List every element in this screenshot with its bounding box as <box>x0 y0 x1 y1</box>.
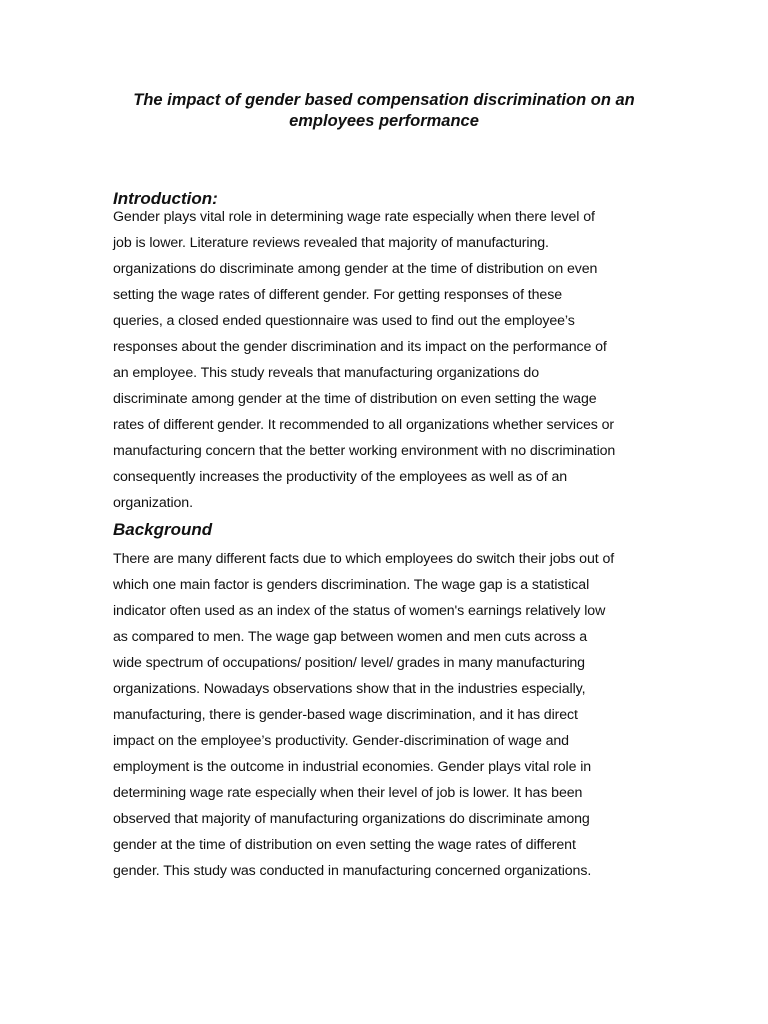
text-line: manufacturing concern that the better working environment with no discrimination <box>113 443 616 459</box>
text-line: queries, a closed ended questionnaire was used to find out the employee’s <box>113 313 575 329</box>
text-line: setting the wage rates of different gender. For getting responses of these <box>113 287 562 303</box>
text-line: responses about the gender discrimination and its impact on the performance of <box>113 339 607 355</box>
text-line: There are many different facts due to which employees do switch their jobs out of <box>113 551 615 567</box>
text-line: determining wage rate especially when their level of job is lower. It has been <box>113 785 583 801</box>
text-line: employment is the outcome in industrial economies. Gender plays vital role in <box>113 759 592 775</box>
text-line: gender at the time of distribution on even setting the wage rates of different <box>113 837 576 853</box>
text-line: job is lower. Literature reviews revealed that majority of manufacturing. <box>113 235 549 251</box>
background-heading: Background <box>113 520 213 539</box>
introduction-paragraph <box>113 204 673 516</box>
text-line: organizations. Nowadays observations show that in the industries especially, <box>113 681 586 697</box>
text-line: which one main factor is genders discrimination. The wage gap is a statistical <box>113 577 590 593</box>
text-line: discriminate among gender at the time of distribution on even setting the wage <box>113 391 597 407</box>
text-line: rates of different gender. It recommended to all organizations whether services or <box>113 417 614 433</box>
text-line: observed that majority of manufacturing organizations do discriminate among <box>113 811 590 827</box>
text-line: organizations do discriminate among gender at the time of distribution on even <box>113 261 598 277</box>
text-line: wide spectrum of occupations/ position/ level/ grades in many manufacturing <box>113 655 585 671</box>
text-line: impact on the employee’s productivity. Gender-discrimination of wage and <box>113 733 569 749</box>
title-line: employees performance <box>289 112 479 130</box>
text-line: as compared to men. The wage gap between women and men cuts across a <box>113 629 588 645</box>
introduction-heading: Introduction: <box>113 189 218 208</box>
text-line: Gender plays vital role in determining wage rate especially when there level of <box>113 209 595 225</box>
text-line: gender. This study was conducted in manufacturing concerned organizations. <box>113 863 592 879</box>
text-line: manufacturing, there is gender-based wage discrimination, and it has direct <box>113 707 578 723</box>
text-line: consequently increases the productivity of the employees as well as of an <box>113 469 568 485</box>
text-line: indicator often used as an index of the status of women's earnings relatively low <box>113 603 606 619</box>
text-line: an employee. This study reveals that manufacturing organizations do <box>113 365 540 381</box>
background-paragraph <box>113 546 673 884</box>
text-line: organization. <box>113 495 193 511</box>
title-line: The impact of gender based compensation discrimination on an <box>133 91 635 109</box>
document-title <box>84 90 684 132</box>
